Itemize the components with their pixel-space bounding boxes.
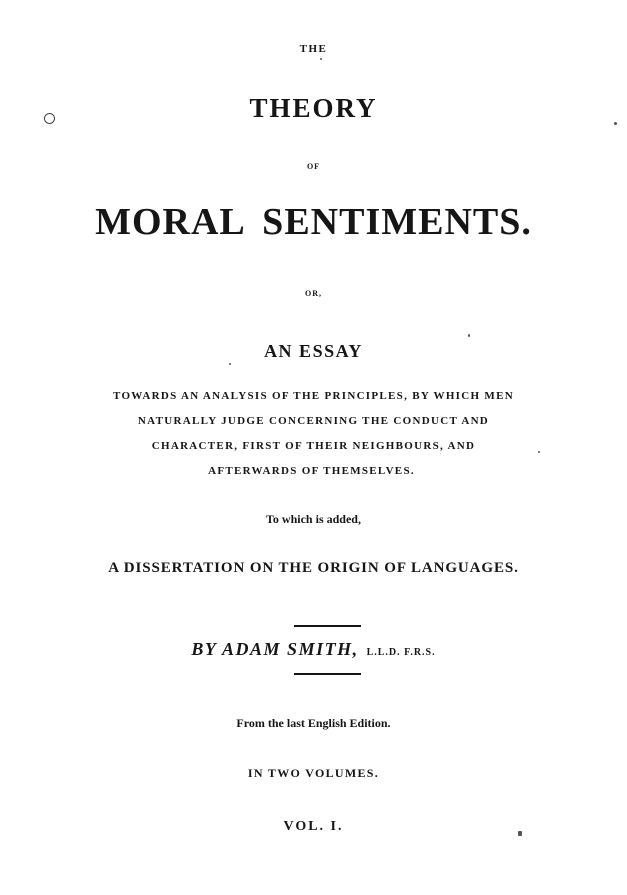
edition-line: From the last English Edition. — [236, 716, 391, 730]
an-essay: AN ESSAY — [264, 341, 363, 361]
dissertation-line: A DISSERTATION ON THE ORIGIN OF LANGUAGES. — [108, 560, 519, 576]
volume-number: VOL. I. — [283, 819, 344, 834]
subtitle-line: AFTERWARDS OF THEMSELVES. — [208, 465, 415, 477]
to-which-added: To which is added, — [266, 512, 361, 526]
subtitle-line: CHARACTER, FIRST OF THEIR NEIGHBOURS, AND — [151, 440, 476, 452]
subtitle-line: NATURALLY JUDGE CONCERNING THE CONDUCT AND — [137, 415, 490, 427]
rule-below-author — [294, 673, 361, 675]
author-degrees: L.L.D. F.R.S. — [366, 647, 436, 658]
scan-speck — [229, 363, 231, 365]
scan-speck — [468, 334, 470, 337]
rule-above-author — [294, 625, 361, 627]
title-of: OF — [306, 162, 321, 171]
volumes-line: IN TWO VOLUMES. — [247, 766, 380, 780]
author-name: BY ADAM SMITH, — [191, 639, 359, 659]
scan-speck — [320, 58, 322, 60]
scan-speck — [614, 122, 617, 125]
title-the: THE — [299, 43, 328, 55]
title-or: OR, — [305, 289, 322, 298]
subtitle-line: TOWARDS AN ANALYSIS OF THE PRINCIPLES, BY WHICH MEN — [113, 390, 514, 402]
author-line — [0, 640, 627, 659]
main-title: MORAL SENTIMENTS. — [95, 201, 532, 243]
title-theory: THEORY — [249, 93, 378, 123]
